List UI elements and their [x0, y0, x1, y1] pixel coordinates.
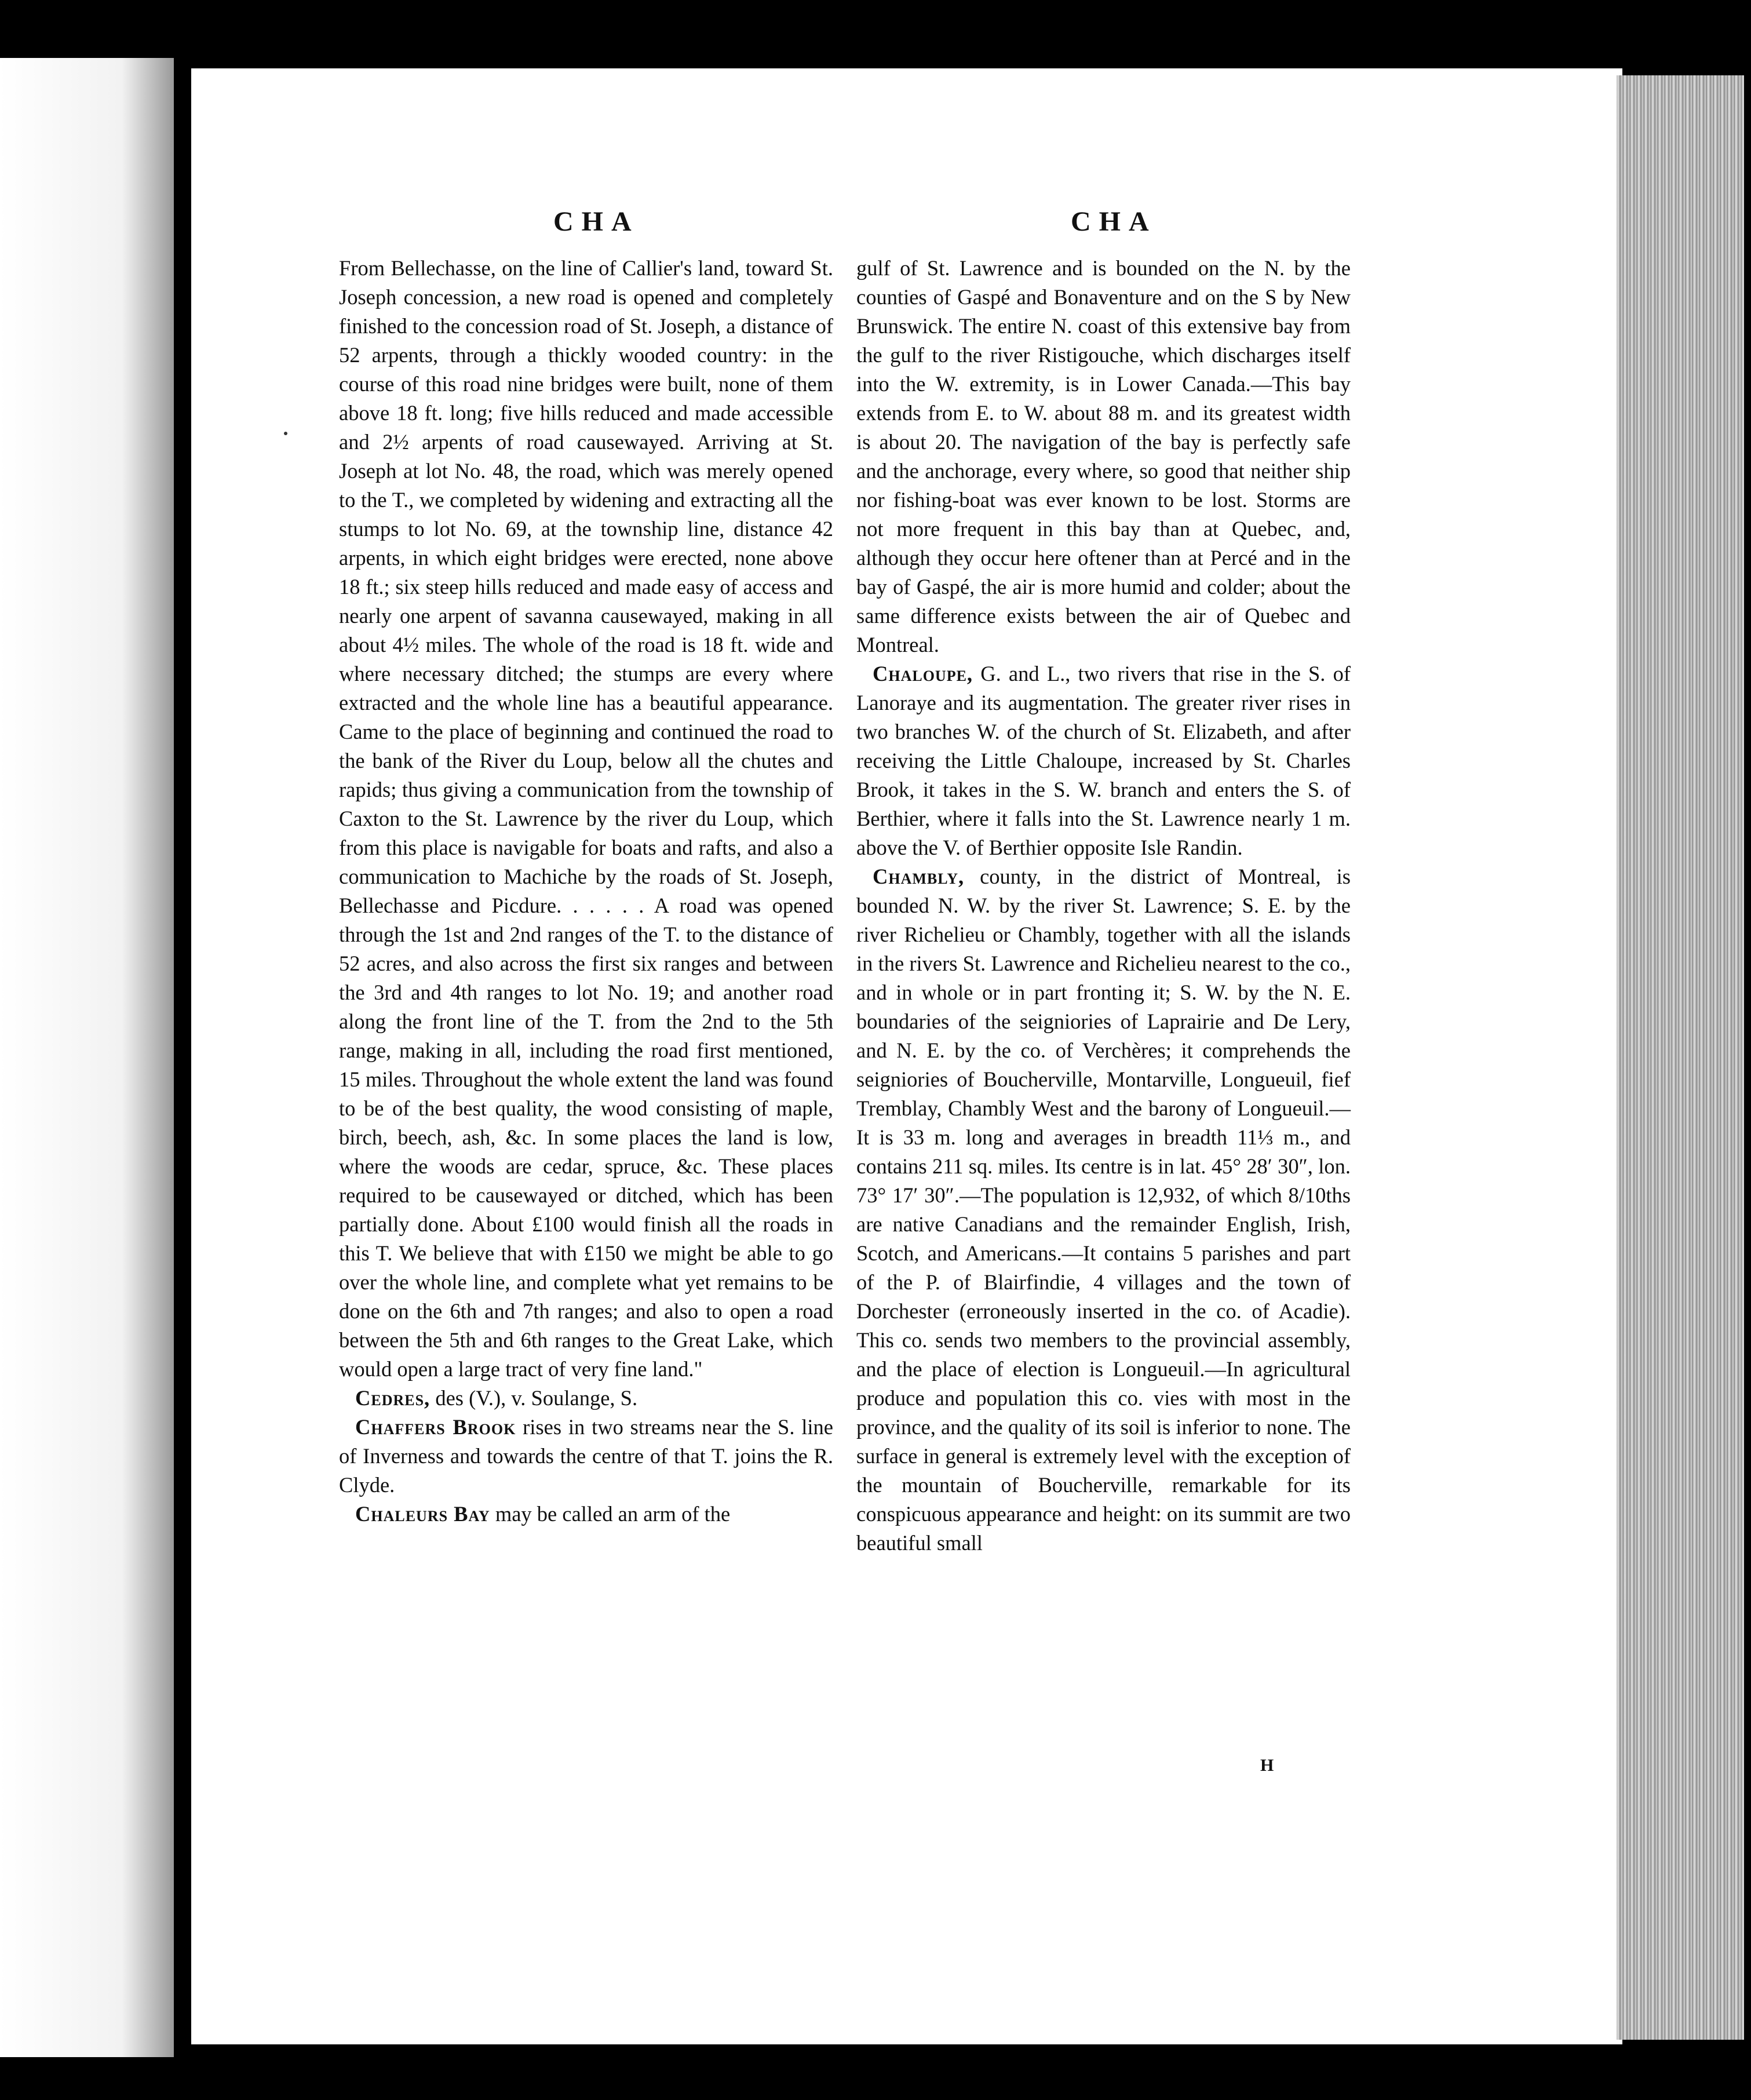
paragraph [339, 1384, 833, 1413]
paragraph-text: From Bellechasse, on the line of Callier's land, toward St. Joseph concession, a new road is opened and completely finished to the concession road of St. Joseph, a distance of 52 arpents, through a thickly wooded country: in the course of this road nine bridges were built, none of them above 18 ft. long; five hills reduced and made accessible and 2½ arpents of road causewayed. Arriving at St. Joseph at lot No. 48, the road, which was merely opened to the T., we completed by widening and extracting all the stumps to lot No. 69, at the township line, distance 42 arpents, in which eight bridges were erected, none above 18 ft.; six steep hills reduced and made easy of access and nearly one arpent of savanna causewayed, making in all about 4½ miles. The whole of the road is 18 ft. wide and where necessary ditched; the stumps are every where extracted and the whole line has a beautiful appearance. Came to the place of beginning and continued the road to the bank of the River du Loup, below all the chutes and rapids; thus giving a communication from the township of Caxton to the St. Lawrence by the river du Loup, which from this place is navigable for boats and rafts, and also a communication to Machiche by the roads of St. Joseph, Bellechasse and Picdure. . . . . . A road was opened through the 1st and 2nd ranges of the T. to the distance of 52 acres, and also across the first six ranges and between the 3rd and 4th ranges to lot No. 19; and another road along the front line of the T. from the 2nd to the 5th range, making in all, including the road first mentioned, 15 miles. Throughout the whole extent the land was found to be of the best quality, the wood consisting of maple, birch, beech, ash, &c. In some places the land is low, where the woods are cedar, spruce, &c. These places required to be causewayed or ditched, which has been partially done. About £100 would finish all the roads in this T. We believe that with £150 we might be able to go over the whole line, and complete what yet remains to be done on the 6th and 7th ranges; and also to open a road between the 5th and 6th ranges to the Great Lake, which would open a large tract of very fine land." [339, 256, 833, 1381]
paragraph [856, 254, 1351, 659]
running-header-left: CHA [553, 206, 640, 237]
right-column [856, 254, 1351, 1558]
entry-headword: Chambly, [873, 865, 965, 888]
facing-page-edge [0, 58, 174, 2057]
left-column [339, 254, 833, 1529]
paragraph-text: des (V.), v. Soulange, S. [430, 1386, 638, 1410]
paragraph-text: gulf of St. Lawrence and is bounded on the N. by the counties of Gaspé and Bonaventure and on the S by New Brunswick. The entire N. coast of this extensive bay from the gulf to the river Ristigouche, which discharges itself into the W. extremity, is in Lower Canada.—This bay extends from E. to W. about 88 m. and its greatest width is about 20. The navigation of the bay is perfectly safe and the anchorage, every where, so good that neither ship nor fishing-boat was ever known to be lost. Storms are not more frequent in this bay than at Quebec, and, although they occur here oftener than at Percé and in the bay of Gaspé, the air is more humid and colder; about the same difference exists between the air of Quebec and Montreal. [856, 256, 1351, 657]
paragraph-text: rises in two streams near the S. line of Inverness and towards the centre of that T. joins the R. Clyde. [339, 1415, 833, 1497]
paragraph [856, 862, 1351, 1558]
paragraph [339, 254, 833, 1384]
page-stack-edges [1617, 75, 1744, 2040]
running-header-right: CHA [1071, 206, 1157, 237]
paragraph-text: G. and L., two rivers that rise in the S. of Lanoraye and its augmentation. The greater river rises in two branches W. of the church of St. Elizabeth, and after receiving the Little Chaloupe, increased by St. Charles Brook, it takes in the S. W. branch and enters the S. of Berthier, where it falls into the St. Lawrence nearly 1 m. above the V. of Berthier opposite Isle Randin. [856, 662, 1351, 859]
printer-signature: H [1260, 1756, 1274, 1775]
paragraph-text: may be called an arm of the [490, 1502, 731, 1526]
entry-headword: Chaffers Brook [355, 1415, 516, 1439]
paragraph [339, 1500, 833, 1529]
paragraph [856, 659, 1351, 862]
paragraph-text: county, in the district of Montreal, is bounded N. W. by the river St. Lawrence; S. E. by the river Richelieu or Chambly, together with all the islands in the rivers St. Lawrence and Richelieu nearest to the co., and in whole or in part fronting it; S. W. by the N. E. boundaries of the seigniories of Laprairie and De Lery, and N. E. by the co. of Verchères; it comprehends the seigniories of Boucherville, Montarville, Longueuil, fief Tremblay, Chambly West and the barony of Longueuil.—It is 33 m. long and averages in breadth 11⅓ m., and contains 211 sq. miles. Its centre is in lat. 45° 28′ 30″, lon. 73° 17′ 30″.—The population is 12,932, of which 8/10ths are native Canadians and the remainder English, Irish, Scotch, and Americans.—It contains 5 parishes and part of the P. of Blairfindie, 4 villages and the town of Dorchester (erroneously inserted in the co. of Acadie). This co. sends two members to the provincial assembly, and the place of election is Longueuil.—In agricultural produce and population this co. vies with most in the province, and the quality of its soil is inferior to none. The surface in general is extremely level with the exception of the mountain of Boucherville, remarkable for its conspicuous appearance and height: on its summit are two beautiful small [856, 865, 1351, 1555]
margin-mark [284, 432, 287, 435]
entry-headword: Chaleurs Bay [355, 1502, 490, 1526]
paragraph [339, 1413, 833, 1500]
entry-headword: Chaloupe, [873, 662, 973, 686]
entry-headword: Cedres, [355, 1386, 431, 1410]
